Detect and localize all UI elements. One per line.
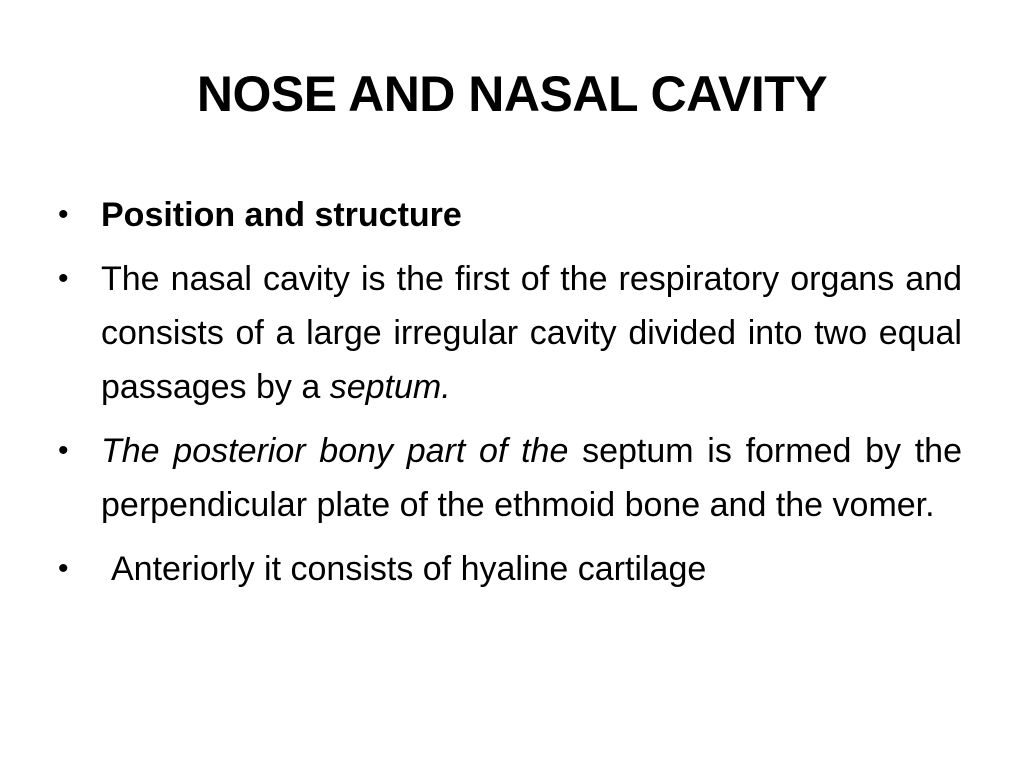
bullet-item-anterior xyxy=(58,542,962,596)
bullet-text: The nasal cavity is the first of the respiratory organs and consists of a large irregular cavity divided into two equal passages by a xyxy=(101,260,962,406)
bullet-italic-text: septum. xyxy=(329,368,451,406)
bullet-text: septum is formed by the perpendicular plate of the ethmoid bone and the vomer. xyxy=(101,432,962,524)
bullet-item-position xyxy=(58,188,962,242)
bullet-point-icon: • xyxy=(58,262,69,295)
bullet-item-nasal-cavity xyxy=(58,252,962,414)
bullet-point-icon: • xyxy=(58,552,69,585)
slide-title: NOSE AND NASAL CAVITY xyxy=(196,66,828,122)
bullet-list xyxy=(58,188,962,606)
bullet-italic-text: The posterior bony part of the xyxy=(101,432,569,470)
bullet-text: Position and structure xyxy=(101,196,462,234)
bullet-point-icon: • xyxy=(58,434,69,467)
bullet-item-posterior-septum xyxy=(58,424,962,532)
bullet-text: Anteriorly it consists of hyaline cartilage xyxy=(111,550,707,588)
bullet-point-icon: • xyxy=(58,198,69,231)
